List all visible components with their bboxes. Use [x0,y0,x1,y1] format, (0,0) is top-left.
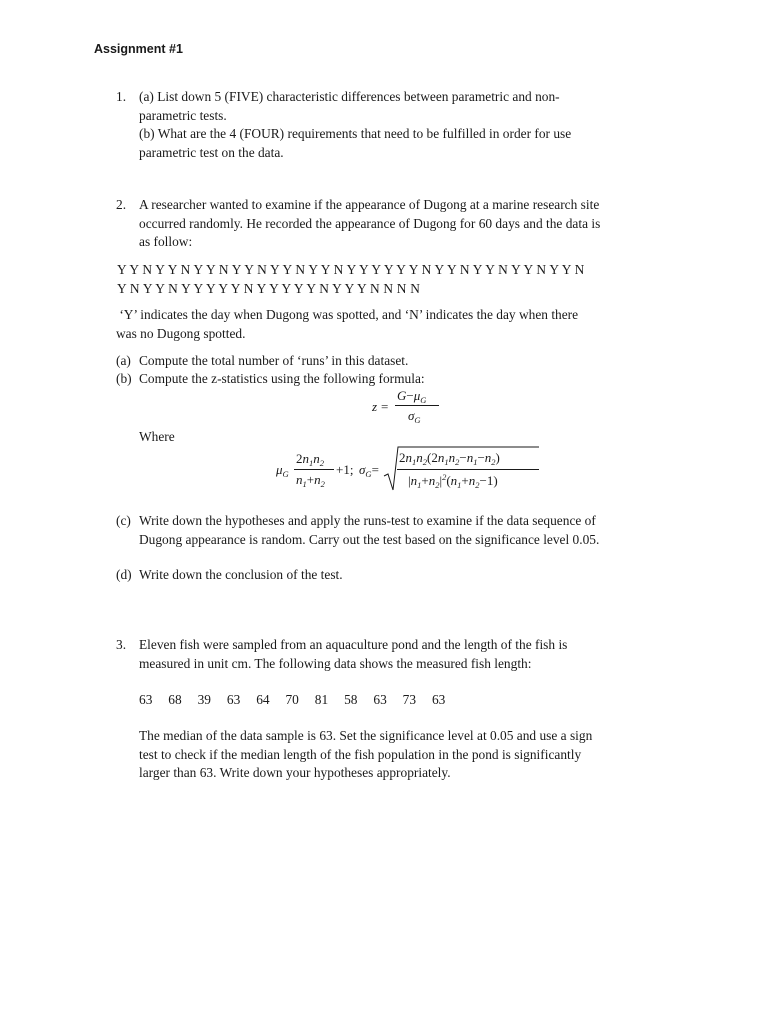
question-2-intro-line: as follow: [139,234,193,250]
dugong-sequence-line: Y N Y Y N Y Y Y Y Y N Y Y Y Y Y N Y Y Y N N N N [117,280,421,296]
fish-length-value: 39 [197,692,211,707]
sequence-note-line: ‘Y’ indicates the day when Dugong was spotted, and ‘N’ indicates the day when there [116,307,579,322]
part-c-text [139,512,599,549]
question-2-intro [139,196,600,252]
question-1-line: (b) What are the 4 (FOUR) requirements that need to be fulfilled in order for use [139,126,572,142]
question-3-body-line: larger than 63. Write down your hypotheses appropriately. [139,765,451,781]
dugong-sequence-line: Y Y N Y Y N Y Y N Y Y N Y Y N Y Y N Y Y Y Y Y Y N Y Y N Y Y N Y Y N Y Y N [117,262,585,277]
question-2-intro-line: A researcher wanted to examine if the appearance of Dugong at a marine research site [139,197,600,212]
question-3-intro [139,636,567,673]
part-a-text: Compute the total number of ‘runs’ in this dataset. [139,353,409,368]
question-2-number: 2. [116,197,127,212]
part-d-label: (d) [116,567,132,582]
part-d-text: Write down the conclusion of the test. [139,567,343,582]
question-2-intro-line: occurred randomly. He recorded the appearance of Dugong for 60 days and the data is [139,215,601,231]
part-b-text: Compute the z-statistics using the following formula: [139,371,425,386]
fish-length-value: 64 [256,692,270,707]
question-3-intro-line: measured in unit cm. The following data shows the measured fish length: [139,655,532,671]
assignment-heading: Assignment #1 [94,42,183,56]
fish-length-value: 81 [314,692,329,707]
question-1-line: parametric test on the data. [139,144,284,160]
question-3-body-line: test to check if the median length of the fish population in the pond is significantly [139,746,582,762]
question-1-line: parametric tests. [139,107,227,123]
part-c-line: Write down the hypotheses and apply the runs-test to examine if the data sequence of [139,513,596,528]
fish-length-value: 63 [373,692,387,707]
dugong-sequence [117,261,585,298]
fish-length-value: 68 [168,692,182,707]
document-page: Assignment #1 1. (a) List down 5 (FIVE) characteristic differences between parametric and non- parametric tests. (b) What are the 4 (FOUR) requirements that need to be fulfilled in order for use parametric test on the data. 2. A researcher wanted to examine if the appearance of Dugong at a marine research site occurred randomly. He recorded the appearance of Dugong for 60 days and the data is as follow: Y Y N Y Y N Y Y N Y Y N Y Y N Y Y N Y Y Y Y Y Y N Y Y N Y Y N Y Y N Y Y N Y N Y Y N Y Y Y Y Y N Y Y Y Y Y N Y Y Y N N N N ‘Y’ indicates the day when Dugong was spotted, and ‘N’ indicates the day when there was no Dugong spotted. (a) Compute the total number of ‘runs’ in this dataset. (b) Compute the z-statistics using the following formula: z = $G-\mu_G$ $\sigma_G$ Where $\mu_G$ $2n_1n_2$ $n_1+n_2$ +1; $\sigma_G=$ $2n_1n_2(2n_1n_2-n_1-n_2)$ $|n_1+n_2|^2(n_1+n_2-1)$ (c) Write down the hypotheses and apply the runs-test to examine if the data sequence of Dugong appearance is random. Carry out the test based on the significance level 0.05. (d) Write down the conclusion of the test. 3. Eleven fish were sampled from an aquaculture pond and the length of the fish is measured in unit cm. The following data shows the measured fish length: 63 68 39 63 64 70 81 58 63 73 63 The median of the data sample is 63. Set the significance level at 0.05 and use a sign test to check if the median length of the fish population in the pond is significantly larger than 63. Write down your hypotheses appropriately. [0,0,768,1024]
part-b-label: (b) [116,371,132,386]
fish-length-value: 70 [285,692,299,707]
where-label: Where [139,429,175,444]
sequence-note-line: was no Dugong spotted. [116,325,246,341]
fish-lengths [139,691,445,710]
question-1-text [139,88,571,162]
part-c-line: Dugong appearance is random. Carry out the test based on the significance level 0.05. [139,531,600,547]
question-1-line: (a) List down 5 (FIVE) characteristic differences between parametric and non- [139,89,560,104]
fish-length-value: 63 [226,692,241,707]
question-3-number: 3. [116,637,127,652]
question-1-number: 1. [116,89,127,104]
question-3-body-line: The median of the data sample is 63. Set the significance level at 0.05 and use a sign [139,728,593,743]
fish-length-value: 58 [344,692,358,707]
fish-length-value: 63 [139,692,153,707]
part-a-label: (a) [116,353,131,368]
question-3-body [139,727,592,783]
question-3-intro-line: Eleven fish were sampled from an aquaculture pond and the length of the fish is [139,637,568,652]
fish-length-value: 63 [431,692,446,707]
fish-length-value: 73 [402,692,417,707]
part-c-label: (c) [116,513,131,528]
sequence-note [116,306,578,343]
